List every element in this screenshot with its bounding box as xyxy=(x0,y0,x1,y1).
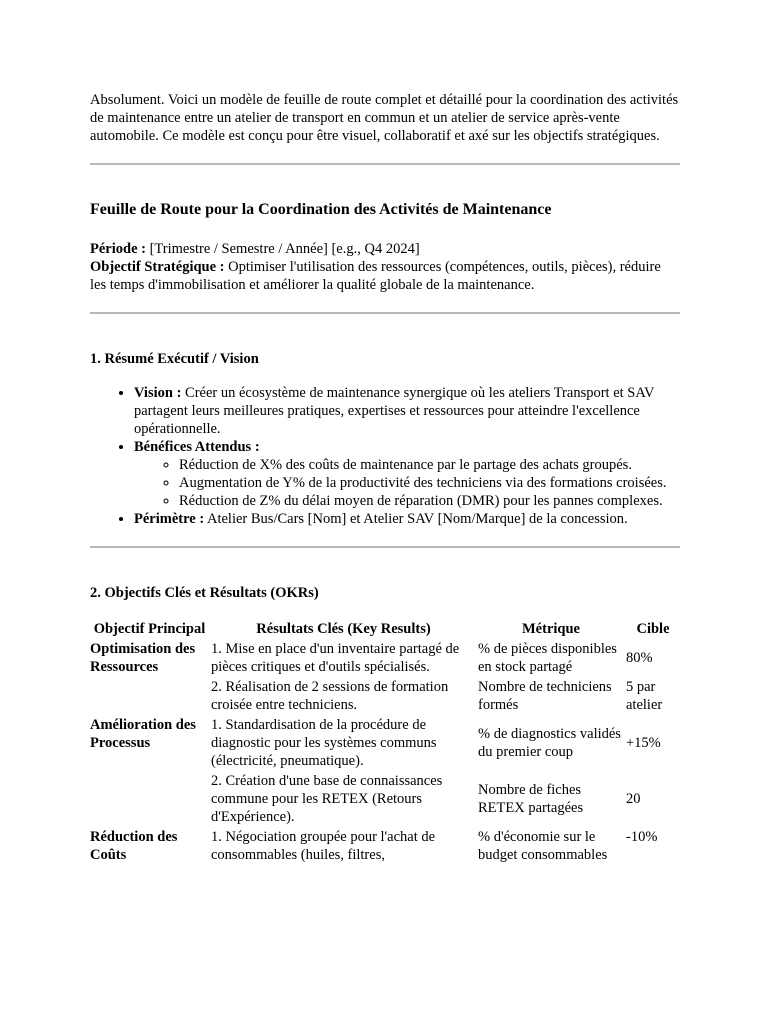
list-item-benefices xyxy=(134,438,680,510)
key-result-cell: 1. Négociation groupée pour l'achat de consommables (huiles, filtres, xyxy=(211,829,436,863)
target-cell: 5 par atelier xyxy=(626,679,663,713)
header-metrique: Métrique xyxy=(522,621,580,637)
target-cell: -10% xyxy=(626,829,658,845)
periode-value: [Trimestre / Semestre / Année] [e.g., Q4 2024] xyxy=(145,241,420,257)
list-item-perimetre xyxy=(134,510,680,528)
divider xyxy=(90,163,680,165)
metric-cell: % d'économie sur le budget consommables xyxy=(478,829,608,863)
table-row xyxy=(90,640,680,676)
vision-text: Créer un écosystème de maintenance synergique où les ateliers Transport et SAV partagent leurs meilleures pratiques, expertises et ressources pour atteindre l'excellence opérationnelle. xyxy=(134,385,655,437)
header-cible: Cible xyxy=(636,621,670,637)
header-objectif: Objectif Principal xyxy=(93,621,206,637)
metric-cell: % de diagnostics validés du premier coup xyxy=(478,726,621,760)
objective-cell: Amélioration des Processus xyxy=(90,717,196,751)
target-cell: 80% xyxy=(626,650,653,666)
meta-block xyxy=(90,240,680,294)
target-cell: +15% xyxy=(626,735,661,751)
okr-table xyxy=(88,618,682,866)
objectif-value: Optimiser l'utilisation des ressources (compétences, outils, pièces), réduire les temps d'immobilisation et améliorer la qualité globale de la maintenance. xyxy=(90,259,661,293)
objective-cell: Réduction des Coûts xyxy=(90,829,178,863)
benefices-sublist xyxy=(134,456,680,510)
key-result-cell: 1. Standardisation de la procédure de diagnostic pour les systèmes communs (électricité, pneumatique). xyxy=(211,717,437,769)
objective-cell: Optimisation des Ressources xyxy=(90,641,196,675)
objectif-line xyxy=(90,258,680,294)
perimetre-text: Atelier Bus/Cars [Nom] et Atelier SAV [Nom/Marque] de la concession. xyxy=(204,511,628,527)
key-result-cell: 1. Mise en place d'un inventaire partagé de pièces critiques et d'outils spécialisés. xyxy=(211,641,460,675)
header-resultats: Résultats Clés (Key Results) xyxy=(256,621,431,637)
table-row xyxy=(90,828,680,864)
divider xyxy=(90,546,680,548)
list-item: ◦ Réduction de X% des coûts de maintenance par le partage des achats groupés. xyxy=(179,456,680,474)
target-cell: 20 xyxy=(626,791,641,807)
intro-paragraph: Absolument. Voici un modèle de feuille de route complet et détaillé pour la coordination des activités de maintenance entre un atelier de transport en commun et un atelier de service après-vente automobile. Ce modèle est conçu pour être visuel, collaboratif et axé sur les objectifs stratégiques. xyxy=(90,92,679,144)
metric-cell: % de pièces disponibles en stock partagé xyxy=(478,641,617,675)
metric-cell: Nombre de fiches RETEX partagées xyxy=(478,782,584,816)
vision-label: Vision : xyxy=(134,385,182,401)
objectif-label: Objectif Stratégique : xyxy=(90,259,225,275)
table-header-row xyxy=(90,620,680,638)
list-item: ◦ Réduction de Z% du délai moyen de réparation (DMR) pour les pannes complexes. xyxy=(179,492,680,510)
divider xyxy=(90,312,680,314)
perimetre-label: Périmètre : xyxy=(134,511,205,527)
key-result-cell: 2. Réalisation de 2 sessions de formation croisée entre techniciens. xyxy=(211,679,449,713)
table-row xyxy=(90,716,680,770)
section-1-heading: 1. Résumé Exécutif / Vision xyxy=(90,351,259,367)
document-page xyxy=(90,91,680,866)
list-item: ◦ Augmentation de Y% de la productivité des techniciens via des formations croisées. xyxy=(179,474,680,492)
vision-list xyxy=(90,384,680,528)
list-item-vision xyxy=(134,384,680,438)
section-2-heading: 2. Objectifs Clés et Résultats (OKRs) xyxy=(90,585,319,601)
periode-line xyxy=(90,240,680,258)
periode-label: Période : xyxy=(90,241,146,257)
metric-cell: Nombre de techniciens formés xyxy=(478,679,612,713)
key-result-cell: 2. Création d'une base de connaissances commune pour les RETEX (Retours d'Expérience). xyxy=(211,773,443,825)
benefices-label: Bénéfices Attendus : xyxy=(134,439,260,455)
document-title: Feuille de Route pour la Coordination des Activités de Maintenance xyxy=(90,201,552,218)
